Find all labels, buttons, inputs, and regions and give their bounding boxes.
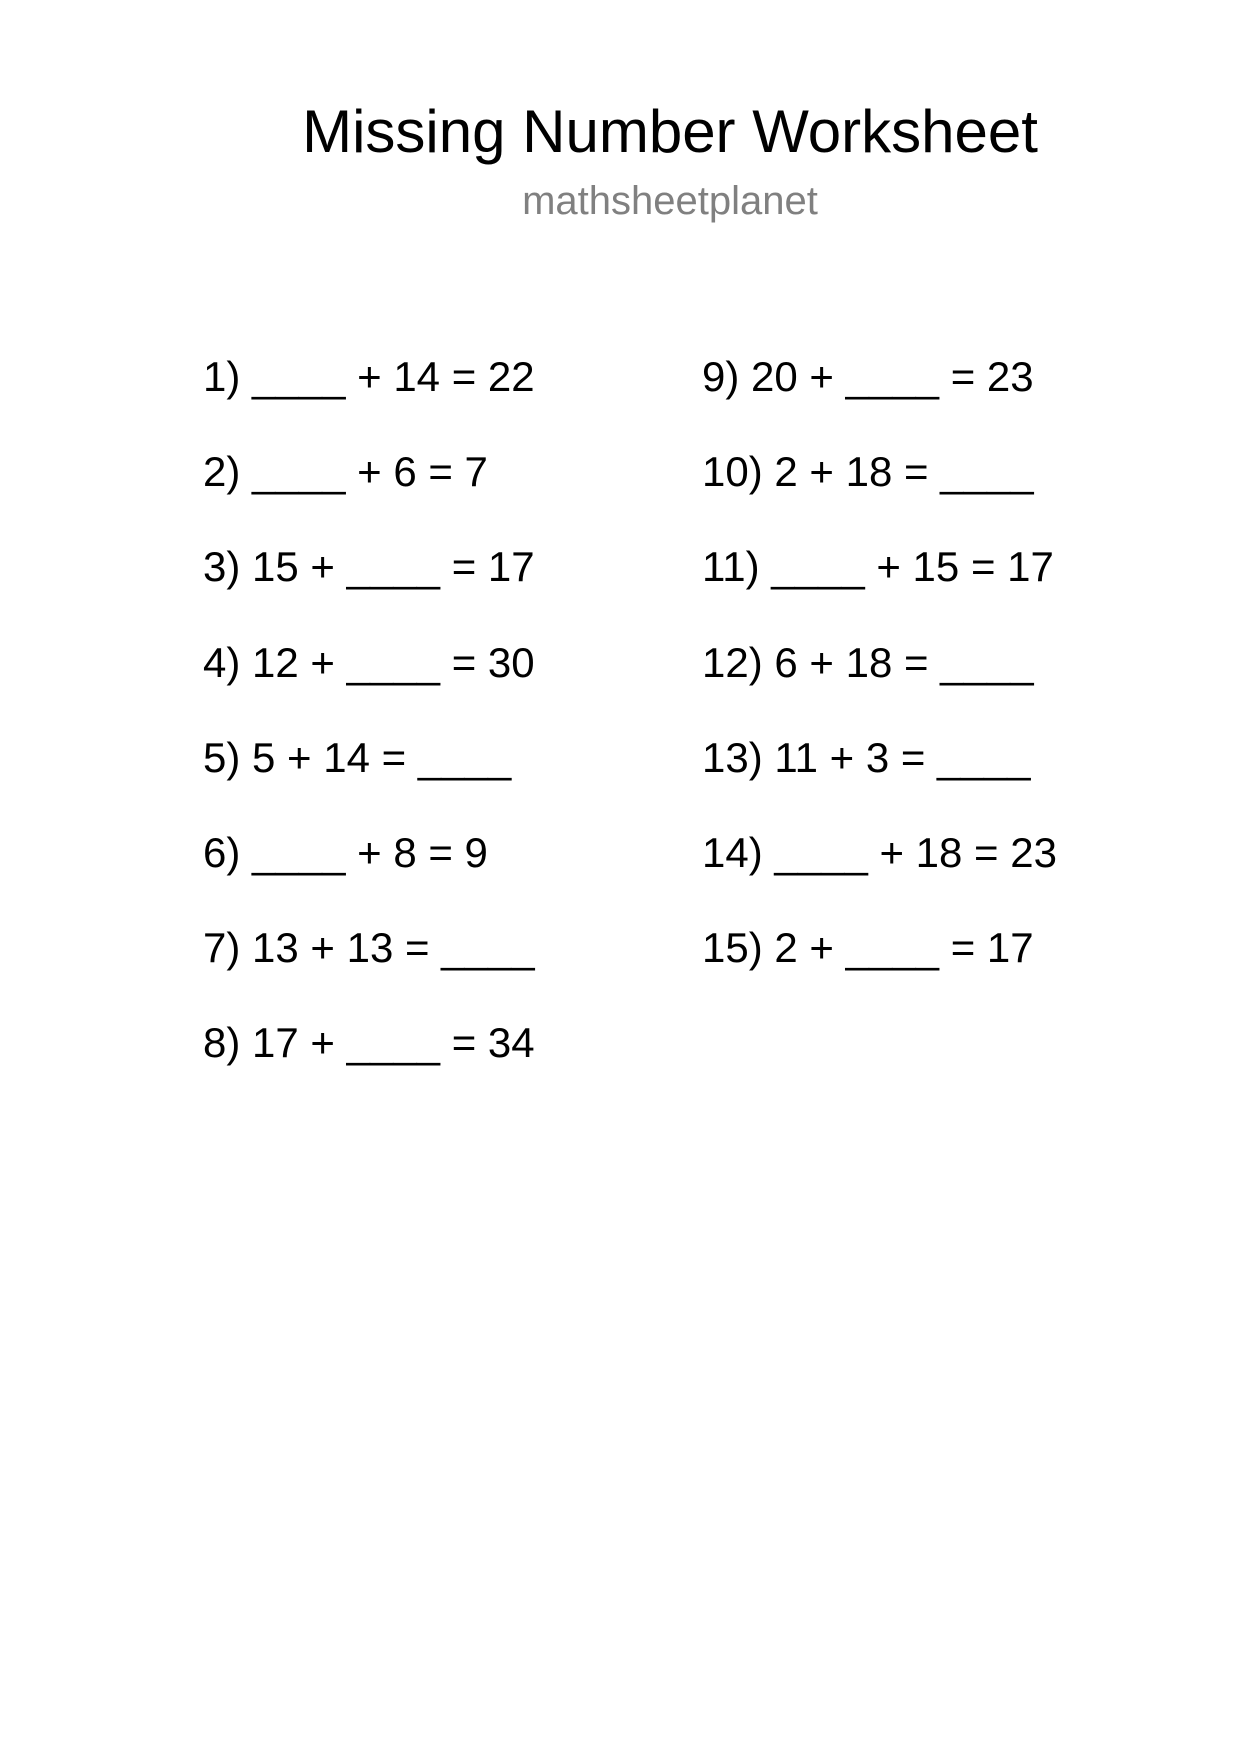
problems-right-column [702, 352, 1057, 1018]
problems-left-column [203, 352, 535, 1114]
problem-14: 14) ____ + 18 = 23 [702, 828, 1057, 876]
problem-5: 5) 5 + 14 = ____ [203, 733, 512, 781]
problem-3: 3) 15 + ____ = 17 [203, 543, 535, 591]
problem-2: 2) ____ + 6 = 7 [203, 448, 488, 496]
worksheet-title: Missing Number Worksheet [302, 98, 1038, 165]
problem-12: 12) 6 + 18 = ____ [702, 638, 1034, 686]
problem-15: 15) 2 + ____ = 17 [702, 924, 1034, 972]
problem-6: 6) ____ + 8 = 9 [203, 828, 488, 876]
problem-1: 1) ____ + 14 = 22 [203, 353, 535, 400]
problem-10: 10) 2 + 18 = ____ [702, 448, 1034, 496]
worksheet-subtitle: mathsheetplanet [522, 179, 818, 223]
problem-11: 11) ____ + 15 = 17 [702, 543, 1054, 591]
problem-8: 8) 17 + ____ = 34 [203, 1019, 535, 1067]
problem-7: 7) 13 + 13 = ____ [203, 924, 535, 972]
problem-13: 13) 11 + 3 = ____ [702, 733, 1031, 781]
problem-4: 4) 12 + ____ = 30 [203, 638, 535, 686]
problem-9: 9) 20 + ____ = 23 [702, 353, 1034, 400]
